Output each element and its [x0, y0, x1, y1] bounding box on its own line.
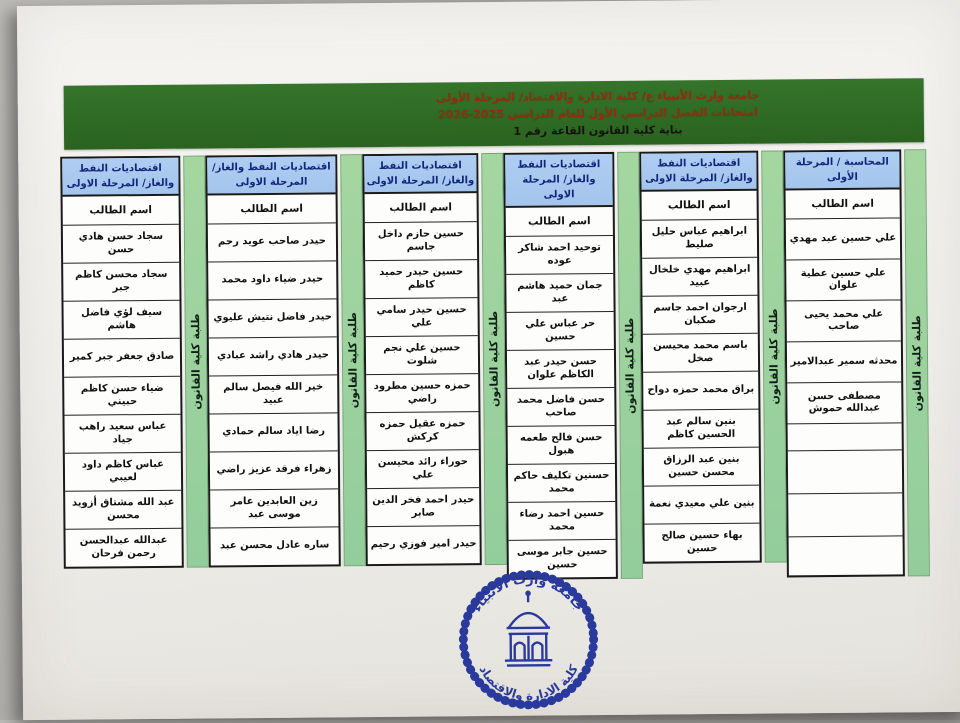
- student-row: حسين حازم داخل جاسم: [365, 222, 477, 261]
- student-row: حسين حيدر حميد كاظم: [365, 260, 477, 299]
- exam-column-group: [362, 153, 507, 566]
- student-row: بنين سالم عبد الحسين كاظم: [643, 410, 758, 449]
- student-row: مصطفى حسن عبدالله حموش: [787, 382, 901, 424]
- student-row: عبدالله عبدالحسن رحمن فرحان: [65, 529, 181, 567]
- exam-column-group: [205, 154, 366, 567]
- student-row: عباس سعيد راهب جياد: [64, 415, 180, 454]
- table-subject-header: اقتصاديات النفط والغاز/ المرحلة الاولى: [505, 154, 612, 208]
- student-row: حسين احمد رضاء محمد: [508, 502, 615, 541]
- seal-bottom-text: كلية الادارة والاقتصاد: [477, 662, 582, 704]
- student-row: صادق جعفر جبر كمير: [64, 339, 180, 378]
- student-name-header: اسم الطالب: [506, 207, 613, 237]
- student-row: زين العابدين عامر موسى عبد: [210, 489, 338, 528]
- strip-label: طلبة كلية القانون: [910, 315, 924, 411]
- student-row: براق محمد حمزه دواح: [643, 372, 758, 411]
- student-row: سجاد حسن هادي حسن: [63, 225, 179, 264]
- title-block: [298, 85, 898, 141]
- law-college-strip: [183, 156, 209, 568]
- empty-row: [788, 450, 902, 494]
- title-line-exams: امتحانات الفصل الدراسي الأول للعام الدراسي 2025-2026: [298, 103, 898, 125]
- student-row: سيف لؤي فاضل هاشم: [63, 301, 179, 340]
- law-college-strip: [761, 150, 787, 562]
- exam-table: [639, 151, 762, 564]
- student-row: حيدر امير فوزي رحيم: [367, 526, 479, 564]
- student-name-header: اسم الطالب: [642, 191, 757, 221]
- college-seal: [449, 564, 608, 715]
- seal-top-text: جامعة وارث الأنبياء: [469, 572, 586, 615]
- exam-table: [205, 154, 341, 567]
- student-row: زهراء فرقد عزيز راضي: [210, 451, 338, 490]
- student-row: جمان حميد هاشم عبد: [506, 274, 613, 313]
- seal-bottom-text-wrap: [477, 662, 582, 704]
- law-college-strip: [481, 153, 507, 565]
- scanned-paper: [17, 0, 960, 720]
- student-row: حيدر ضياء داود محمد: [208, 261, 336, 300]
- student-row: ساره عادل محسن عبد: [210, 527, 338, 565]
- exam-table: [783, 149, 905, 577]
- law-college-strip: [340, 154, 366, 566]
- student-row: ابراهيم عباس حليل صليط: [642, 220, 757, 259]
- student-row: ارجوان احمد جاسم صكبان: [642, 296, 757, 335]
- student-row: ضياء حسن كاظم حبيني: [64, 377, 180, 416]
- student-row: حسين حيدر سامي علي: [365, 298, 477, 337]
- student-row: حيدر احمد فخر الدين صابر: [367, 488, 479, 527]
- tables-row: [68, 149, 930, 583]
- student-row: حمزه عقيل حمزه كركش: [366, 412, 478, 451]
- table-subject-header: اقتصاديات النفط والغاز/ المرحلة الاولى: [62, 158, 178, 197]
- title-line-building: بناية كلية القانون القاعة رقم 1: [298, 120, 898, 142]
- student-row: حيدر فاضل نتيش عليوي: [208, 299, 336, 338]
- table-subject-header: اقتصاديات النفط والغاز/ المرحلة الاولى: [641, 153, 756, 192]
- seal-svg: [449, 564, 608, 715]
- title-line-university: جامعة وارث الأنبياء ع/ كلية الادارة والاقتصاد/ المرحلة الأولى: [298, 85, 898, 107]
- empty-row: [788, 493, 902, 537]
- student-row: بهاء حسين صالح حسين: [644, 524, 759, 562]
- student-row: حيدر صاحب عويد رحم: [208, 223, 336, 262]
- student-row: ابراهيم مهدي خلخال عبيد: [642, 258, 757, 297]
- student-row: حسنين تكليف حاكم محمد: [508, 464, 615, 503]
- student-row: حسين علي نجم شلوت: [366, 336, 478, 375]
- student-row: سجاد محسن كاظم جبر: [63, 263, 179, 302]
- exam-column-group: [503, 152, 643, 580]
- strip-label: طلبة كلية القانون: [189, 313, 203, 409]
- exam-table: [60, 156, 184, 569]
- student-name-header: اسم الطالب: [786, 189, 900, 219]
- exam-column-group: [60, 156, 209, 569]
- strip-label: طلبة كلية القانون: [767, 308, 781, 404]
- student-row: بنين عبد الرزاق محسن حسين: [644, 448, 759, 487]
- student-row: حسن فاضل محمد صاحب: [507, 388, 614, 427]
- strip-label: طلبة كلية القانون: [346, 312, 360, 408]
- empty-row: [788, 423, 902, 451]
- student-row: محدثه سمير عبدالامير: [787, 341, 901, 383]
- student-row: توحيد احمد شاكر عوده: [506, 236, 613, 275]
- law-college-strip: [904, 149, 930, 576]
- student-row: بنين علي معيدي نعمة: [644, 486, 759, 525]
- table-subject-header: اقتصاديات النفط والغاز/ المرحلة الاولى: [207, 156, 335, 195]
- shrine-icon: [504, 592, 552, 666]
- student-name-header: اسم الطالب: [208, 194, 336, 224]
- student-row: حسين جابر موسى حسين: [509, 540, 616, 578]
- student-row: عباس كاظم داود لعيبي: [65, 453, 181, 492]
- student-row: خير الله فيصل سالم عبيد: [209, 375, 337, 414]
- exam-column-group: [783, 149, 930, 577]
- student-row: باسم محمد محيسن صخل: [643, 334, 758, 373]
- title-band: [64, 78, 925, 150]
- student-row: علي حسين عطية علوان: [786, 259, 900, 301]
- student-name-header: اسم الطالب: [365, 193, 477, 223]
- exam-column-group: [639, 150, 787, 563]
- table-subject-header: اقتصاديات النفط والغاز/ المرحلة الاولى: [364, 155, 476, 194]
- student-row: علي حسين عبد مهدي: [786, 218, 900, 260]
- empty-row: [789, 536, 903, 575]
- exam-table: [362, 153, 482, 566]
- student-row: حسن حيدر عبد الكاظم علوان: [507, 350, 614, 389]
- table-subject-header: المحاسبة / المرحلة الأولى: [785, 151, 899, 190]
- student-row: حوراء رائد محيسن علي: [367, 450, 479, 489]
- student-row: حسن فالح طعمه هبول: [508, 426, 615, 465]
- law-college-strip: [617, 152, 643, 579]
- strip-label: طلبة كلية القانون: [623, 317, 637, 413]
- student-row: رضا اياد سالم حمادي: [209, 413, 337, 452]
- student-row: عبد الله مشتاق أزويد محسن: [65, 491, 181, 530]
- student-row: حمزه حسين مطرود راضي: [366, 374, 478, 413]
- student-row: حر عباس علي حسين: [507, 312, 614, 351]
- student-row: علي محمد يحيى صاحب: [787, 300, 901, 342]
- strip-label: طلبة كلية القانون: [487, 311, 501, 407]
- student-name-header: اسم الطالب: [63, 196, 179, 226]
- exam-table: [503, 152, 618, 580]
- student-row: حيدر هادي راشد عبادي: [209, 337, 337, 376]
